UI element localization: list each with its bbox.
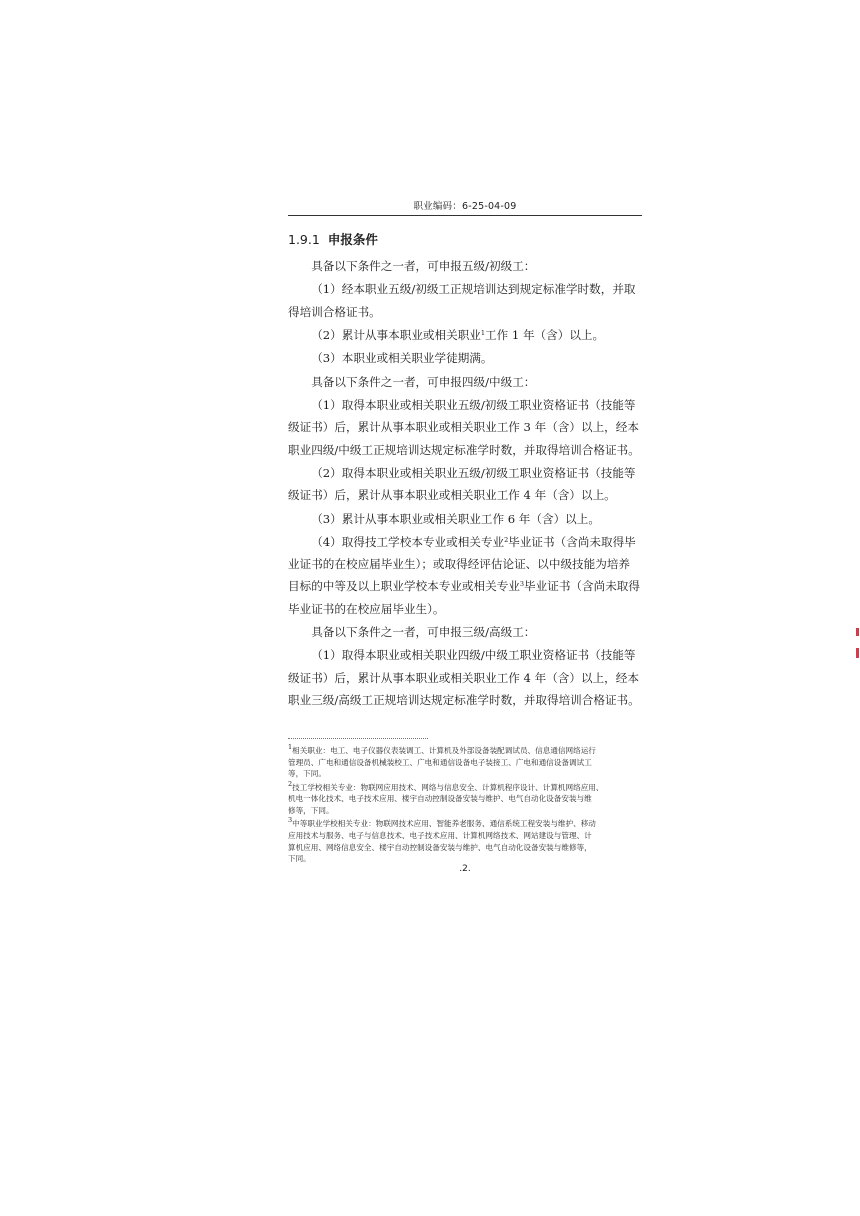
- paragraph-l4-condition-4: （4）取得技工学校本专业或相关专业$^2$毕业证书（含尚未取得毕 业证书的在校应届毕业生）；或取得经评估论证、以中级技能为培养 目标的中等及以上职业学校本专业或相关专业$^3$毕业证书（含尚未取得 毕业证书的在校应届毕业生）。: [288, 534, 640, 616]
- paragraph-intro-level4: 具备以下条件之一者，可申报四级/中级工：: [311, 374, 536, 389]
- page-header: [288, 198, 642, 216]
- section-title: 申报条件: [327, 232, 378, 247]
- page-number: .2.: [459, 864, 471, 874]
- footnote-separator: [288, 738, 428, 739]
- footnote-ref-3: 3: [519, 580, 525, 589]
- paragraph-l3-condition-1: （1）取得本职业或相关职业四级/中级工职业资格证书（技能等 级证书）后，累计从事本职业或相关职业工作 4 年（含）以上，经本 职业三级/高级工正规培训达规定标准学时数，并取得培训合格证书。: [288, 648, 640, 707]
- paragraph-intro-level5: 具备以下条件之一者，可申报五级/初级工：: [311, 259, 536, 273]
- footnote-3: $^3$中等职业学校相关专业：物联网技术应用、智能养老服务、通信系统工程安装与维护、移动 应用技术与服务、电子与信息技术、电子技术应用、计算机网络技术、网站建设与管理、计 算机应用、网络信息安全、楼宇自动控制设备安装与维护、电气自动化设备安装与维修等， 下同。: [288, 816, 596, 864]
- paragraph-l4-condition-2: （2）取得本职业或相关职业五级/初级工职业资格证书（技能等 级证书）后，累计从事本职业或相关职业工作 4 年（含）以上。: [288, 465, 636, 503]
- section-number: 1.9.1: [288, 232, 320, 247]
- paragraph-l4-condition-1: （1）取得本职业或相关职业五级/初级工职业资格证书（技能等 级证书）后，累计从事本职业或相关职业工作 3 年（含）以上，经本 职业四级/中级工正规培训达规定标准学时数，并取得培训合格证书。: [288, 398, 640, 457]
- scan-edge-mark: [856, 648, 859, 658]
- paragraph-l4-condition-3: （3）累计从事本职业或相关职业工作 6 年（含）以上。: [311, 511, 600, 526]
- footnote-ref-1: 1: [480, 328, 486, 337]
- footnotes: [288, 742, 642, 865]
- paragraph-l5-condition-1: （1）经本职业五级/初级工正规培训达到规定标准学时数，并取 得培训合格证书。: [288, 282, 636, 319]
- paragraph-l5-condition-2: （2）累计从事本职业或相关职业$^1$工作 1 年（含）以上。: [311, 327, 605, 342]
- scan-edge-mark: [856, 628, 859, 636]
- paragraph-l5-condition-3: （3）本职业或相关职业学徒期满。: [311, 351, 493, 366]
- footnote-1: $^1$相关职业：电工、电子仪器仪表装调工、计算机及外部设备装配调试员、信息通信网络运行 管理员、广电和通信设备机械装校工、广电和通信设备电子装接工、广电和通信设备调试工 等，下同。: [288, 742, 596, 779]
- footnote-ref-2: 2: [504, 535, 509, 544]
- occupation-code: 职业编码：6-25-04-09: [413, 201, 517, 212]
- paragraph-intro-level3: 具备以下条件之一者，可申报三级/高级工：: [311, 624, 536, 639]
- section-heading: [288, 230, 642, 248]
- footnote-2: $^2$技工学校相关专业：物联网应用技术、网络与信息安全、计算机程序设计、计算机网络应用、 机电一体化技术、电子技术应用、楼宇自动控制设备安装与维护、电气自动化设备安装与维 修等，下同。: [288, 779, 604, 815]
- document-page: [288, 198, 642, 874]
